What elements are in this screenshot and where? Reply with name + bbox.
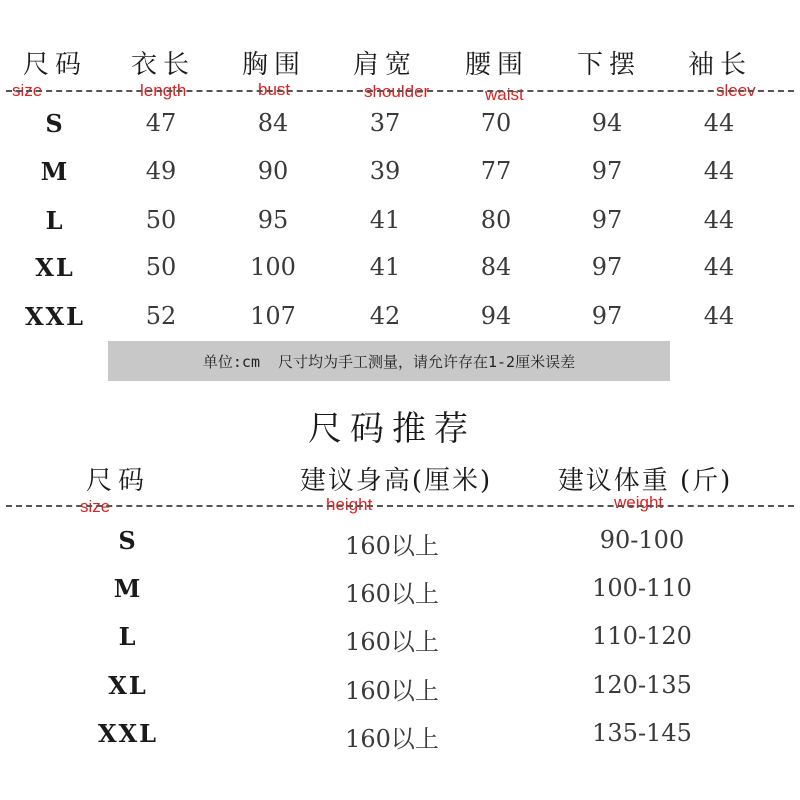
note-text: 尺寸均为手工测量，请允许存在1-2厘米误差 xyxy=(277,352,576,371)
bust-cell: 95 xyxy=(257,206,289,234)
hem-cell: 97 xyxy=(591,302,623,330)
shoulder-cell: 37 xyxy=(369,109,401,137)
measurement-note-bar xyxy=(108,341,670,381)
height-cell: 160以上 xyxy=(345,532,439,560)
header-size-en: size xyxy=(12,81,43,100)
weight-cell: 110-120 xyxy=(592,622,692,650)
size-cell: XL xyxy=(108,671,148,700)
waist-cell: 70 xyxy=(480,109,512,137)
hem-cell: 97 xyxy=(591,206,623,234)
size-cell: L xyxy=(45,206,65,235)
header-sleeve-en: sleev xyxy=(716,81,756,100)
size-cell: XL xyxy=(35,253,75,282)
note-unit: 单位:cm xyxy=(202,352,260,371)
hem-cell: 94 xyxy=(591,109,623,137)
sleeve-cell: 44 xyxy=(703,109,735,137)
waist-cell: 94 xyxy=(480,302,512,330)
sleeve-cell: 44 xyxy=(703,302,735,330)
size-cell: S xyxy=(118,526,138,555)
header-bust-en: bust xyxy=(258,80,291,99)
size-cell: M xyxy=(40,157,70,186)
sleeve-cell: 44 xyxy=(703,253,735,281)
length-cell: 50 xyxy=(145,253,177,281)
rec-header-size-cn: 尺码 xyxy=(85,466,151,496)
height-cell: 160以上 xyxy=(345,580,439,608)
shoulder-cell: 41 xyxy=(369,206,401,234)
header-hem-cn: 下摆 xyxy=(576,50,642,80)
shoulder-cell: 42 xyxy=(369,302,401,330)
rec-header-size-en: size xyxy=(80,497,111,516)
shoulder-cell: 39 xyxy=(369,157,401,185)
bust-cell: 90 xyxy=(257,157,289,185)
weight-cell: 90-100 xyxy=(599,526,685,554)
size-cell: L xyxy=(118,622,138,651)
length-cell: 47 xyxy=(145,109,177,137)
height-cell: 160以上 xyxy=(345,725,439,753)
waist-cell: 80 xyxy=(480,206,512,234)
header-length-cn: 衣长 xyxy=(130,50,196,80)
rec-header-height-en: height xyxy=(326,495,373,514)
size-cell: XXL xyxy=(24,302,86,331)
size-cell: XXL xyxy=(97,719,159,748)
hem-cell: 97 xyxy=(591,157,623,185)
header-waist-en: waist xyxy=(485,85,524,104)
length-cell: 49 xyxy=(145,157,177,185)
sleeve-cell: 44 xyxy=(703,206,735,234)
waist-cell: 77 xyxy=(480,157,512,185)
header-shoulder-en: shoulder xyxy=(364,82,430,101)
sleeve-cell: 44 xyxy=(703,157,735,185)
header-shoulder-cn: 肩宽 xyxy=(352,50,418,80)
waist-cell: 84 xyxy=(480,253,512,281)
height-cell: 160以上 xyxy=(345,628,439,656)
weight-cell: 120-135 xyxy=(592,671,692,699)
weight-cell: 100-110 xyxy=(592,574,692,602)
header-dashed-divider xyxy=(6,90,794,92)
header-length-en: length xyxy=(140,81,187,100)
header-bust-cn: 胸围 xyxy=(241,50,307,80)
rec-header-weight-en: weight xyxy=(614,493,664,512)
recommendation-title: 尺码推荐 xyxy=(308,409,476,449)
rec-header-height-cn: 建议身高(厘米) xyxy=(299,466,493,496)
bust-cell: 107 xyxy=(250,302,296,330)
height-cell: 160以上 xyxy=(345,677,439,705)
size-cell: S xyxy=(45,109,65,138)
header-sleeve-cn: 袖长 xyxy=(687,50,753,80)
rec-header-weight-cn: 建议体重 (斤) xyxy=(557,466,733,496)
length-cell: 52 xyxy=(145,302,177,330)
rec-dashed-divider xyxy=(6,505,794,507)
hem-cell: 97 xyxy=(591,253,623,281)
header-size-cn: 尺码 xyxy=(22,50,88,80)
header-waist-cn: 腰围 xyxy=(464,50,530,80)
bust-cell: 84 xyxy=(257,109,289,137)
weight-cell: 135-145 xyxy=(592,719,692,747)
size-cell: M xyxy=(113,574,143,603)
shoulder-cell: 41 xyxy=(369,253,401,281)
bust-cell: 100 xyxy=(250,253,296,281)
length-cell: 50 xyxy=(145,206,177,234)
